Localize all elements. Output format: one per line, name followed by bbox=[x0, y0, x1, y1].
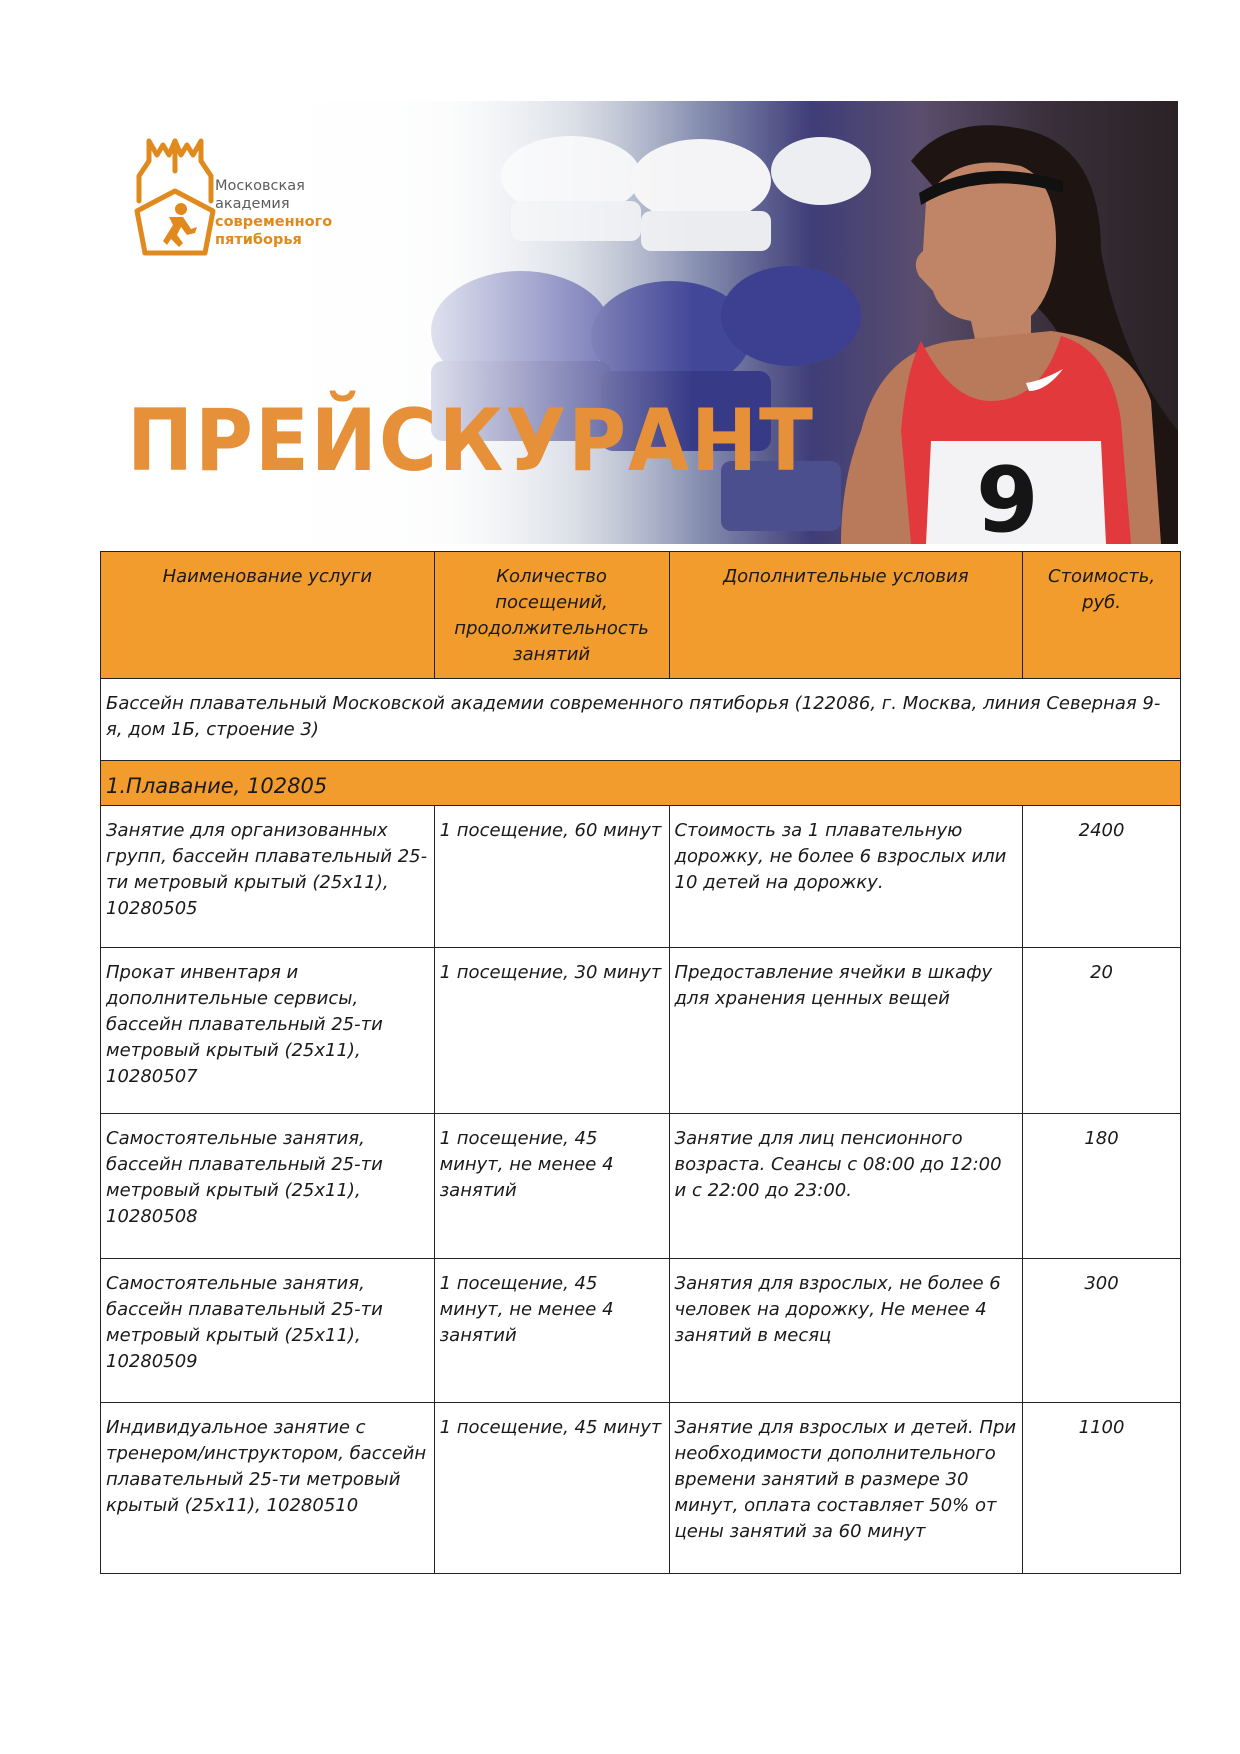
logo-line-1: Московская bbox=[215, 178, 305, 194]
service-name: Занятие для организованных групп, бассейн плавательный 25-ти метровый крытый (25х11), 10280505 bbox=[101, 806, 435, 948]
venue-row bbox=[101, 679, 1181, 761]
table-row bbox=[101, 1403, 1181, 1574]
service-conditions: Занятие для лиц пенсионного возраста. Сеансы с 08:00 до 12:00 и с 22:00 до 23:00. bbox=[669, 1114, 1023, 1259]
header-banner bbox=[101, 101, 1178, 544]
service-name: Индивидуальное занятие с тренером/инструктором, бассейн плавательный 25-ти метровый крытый (25х11), 10280510 bbox=[101, 1403, 435, 1574]
service-visits: 1 посещение, 60 минут bbox=[434, 806, 669, 948]
service-visits: 1 посещение, 45 минут, не менее 4 занятий bbox=[434, 1114, 669, 1259]
service-price: 300 bbox=[1023, 1259, 1181, 1403]
bib-number: 9 bbox=[976, 448, 1039, 544]
academy-name bbox=[215, 177, 332, 249]
header-visits: Количество посещений, продолжительность занятий bbox=[434, 552, 669, 679]
service-name: Прокат инвентаря и дополнительные сервисы, бассейн плавательный 25-ти метровый крытый (25х11), 10280507 bbox=[101, 948, 435, 1114]
header-service-name: Наименование услуги bbox=[101, 552, 435, 679]
academy-logo bbox=[125, 131, 225, 261]
logo-line-4: пятиборья bbox=[215, 232, 302, 248]
section-row bbox=[101, 761, 1181, 806]
service-price: 180 bbox=[1023, 1114, 1181, 1259]
service-price: 1100 bbox=[1023, 1403, 1181, 1574]
venue-address: Бассейн плавательный Московской академии современного пятиборья (122086, г. Москва, линия Северная 9-я, дом 1Б, строение 3) bbox=[101, 679, 1181, 761]
table-row bbox=[101, 1259, 1181, 1403]
price-table bbox=[100, 551, 1181, 1574]
service-conditions: Занятие для взрослых и детей. При необходимости дополнительного времени занятий в размере 30 минут, оплата составляет 50% от цены занятий за 60 минут bbox=[669, 1403, 1023, 1574]
header-conditions: Дополнительные условия bbox=[669, 552, 1023, 679]
table-header-row bbox=[101, 552, 1181, 679]
service-price: 2400 bbox=[1023, 806, 1181, 948]
table-row bbox=[101, 1114, 1181, 1259]
service-visits: 1 посещение, 45 минут bbox=[434, 1403, 669, 1574]
page-title: ПРЕЙСКУРАНТ bbox=[127, 391, 815, 491]
table-row bbox=[101, 948, 1181, 1114]
service-conditions: Предоставление ячейки в шкафу для хранения ценных вещей bbox=[669, 948, 1023, 1114]
athlete-photo bbox=[801, 101, 1178, 544]
table-row bbox=[101, 806, 1181, 948]
logo-line-2: академия bbox=[215, 196, 290, 212]
logo-line-3: современного bbox=[215, 214, 333, 230]
header-price: Стоимость, руб. bbox=[1023, 552, 1181, 679]
service-price: 20 bbox=[1023, 948, 1181, 1114]
service-visits: 1 посещение, 45 минут, не менее 4 занятий bbox=[434, 1259, 669, 1403]
service-conditions: Занятия для взрослых, не более 6 человек на дорожку, Не менее 4 занятий в месяц bbox=[669, 1259, 1023, 1403]
service-name: Самостоятельные занятия, бассейн плавательный 25-ти метровый крытый (25х11), 10280509 bbox=[101, 1259, 435, 1403]
service-visits: 1 посещение, 30 минут bbox=[434, 948, 669, 1114]
service-conditions: Стоимость за 1 плавательную дорожку, не более 6 взрослых или 10 детей на дорожку. bbox=[669, 806, 1023, 948]
service-name: Самостоятельные занятия, бассейн плавательный 25-ти метровый крытый (25х11), 10280508 bbox=[101, 1114, 435, 1259]
section-title: 1.Плавание, 102805 bbox=[101, 761, 1181, 806]
